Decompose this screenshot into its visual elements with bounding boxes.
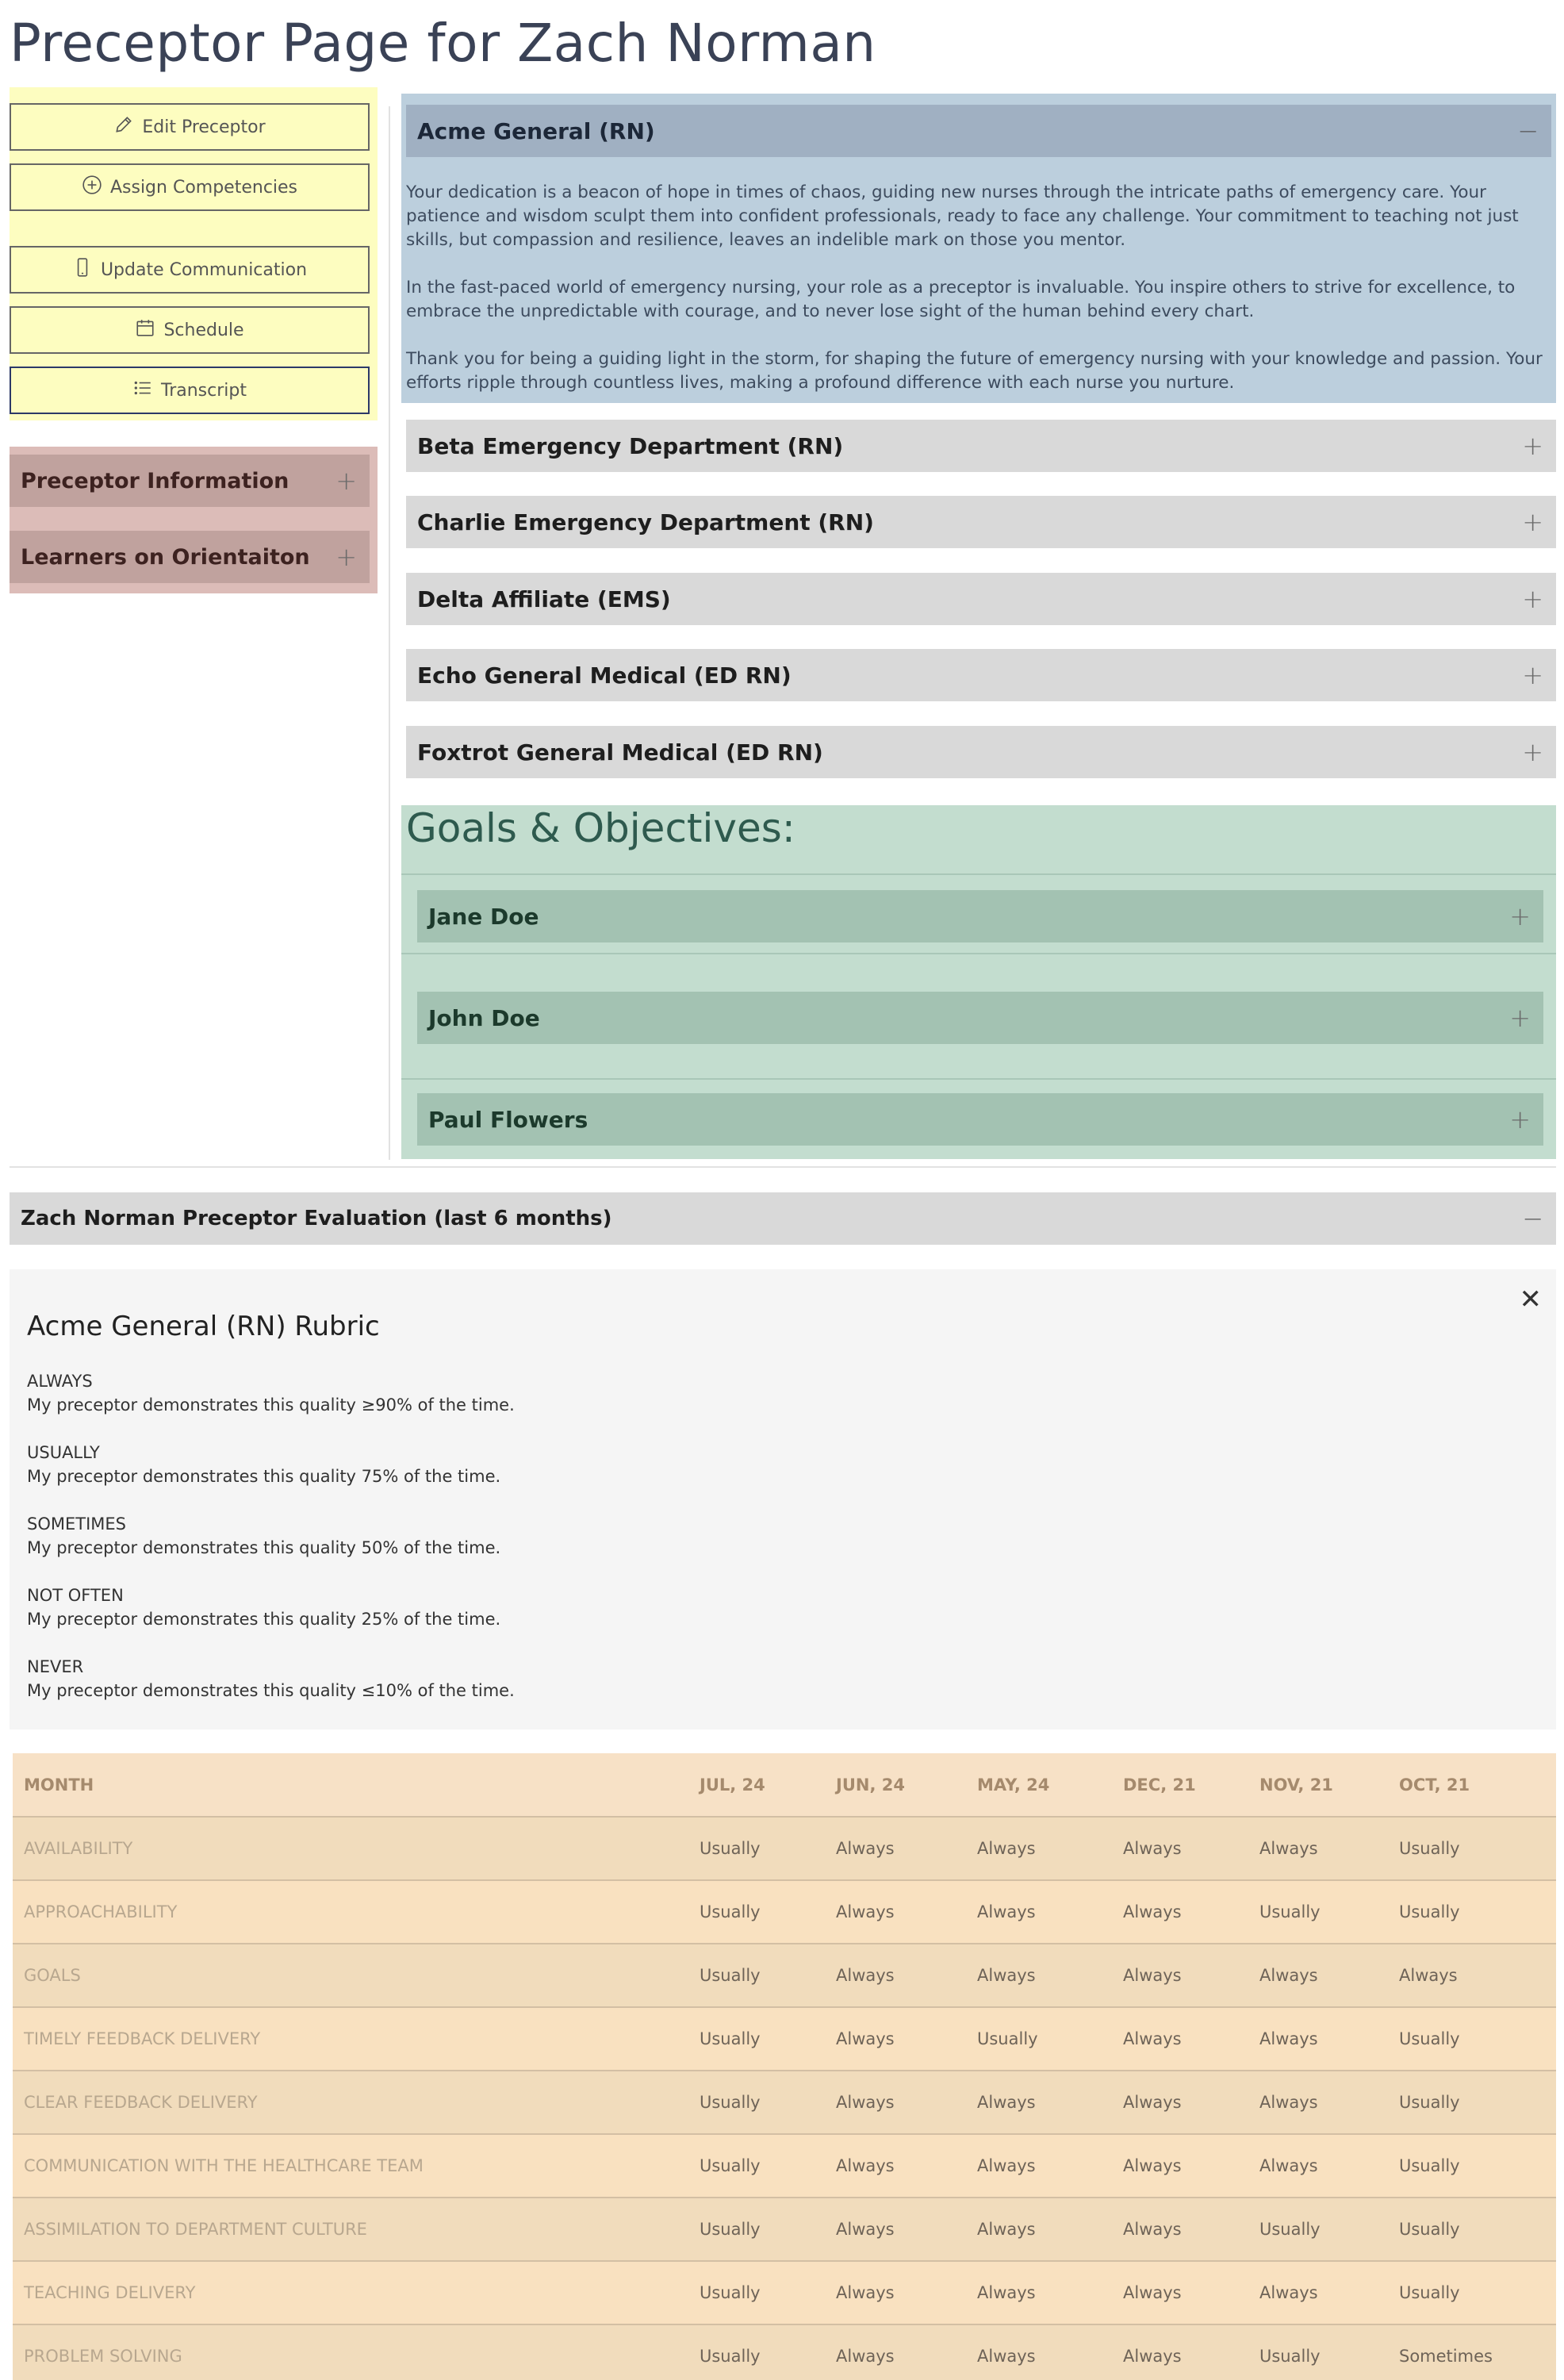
rating-cell: Always — [825, 1880, 966, 1944]
rating-cell: Always — [825, 1944, 966, 2007]
table-row — [13, 1944, 1556, 2007]
rating-cell: Usually — [1388, 2261, 1556, 2324]
plus-icon: + — [1522, 431, 1543, 461]
column-header-month-value: OCT, 21 — [1388, 1753, 1556, 1817]
table-body — [13, 1817, 1556, 2380]
metric-name-cell: TIMELY FEEDBACK DELIVERY — [13, 2007, 688, 2071]
learner-name: John Doe — [428, 1004, 540, 1031]
column-header-month-value: JUN, 24 — [825, 1753, 966, 1817]
rating-cell: Always — [1112, 2071, 1248, 2134]
rating-cell: Always — [825, 2324, 966, 2380]
rating-cell: Always — [966, 1880, 1112, 1944]
plus-icon: + — [1509, 901, 1531, 931]
department-label: Delta Affiliate (EMS) — [417, 585, 671, 612]
learner-name: Paul Flowers — [428, 1106, 588, 1133]
rating-cell: Always — [1112, 2261, 1248, 2324]
preceptor-evaluation-label: Zach Norman Preceptor Evaluation (last 6 months) — [21, 1207, 612, 1230]
divider — [401, 953, 1556, 954]
assign-competencies-button[interactable] — [10, 163, 370, 211]
metric-name-cell: ASSIMILATION TO DEPARTMENT CULTURE — [13, 2198, 688, 2261]
learners-on-orientation-label: Learners on Orientaiton — [21, 544, 310, 570]
column-header-month-value: JUL, 24 — [688, 1753, 825, 1817]
table-row — [13, 1817, 1556, 1880]
rating-cell: Always — [825, 2007, 966, 2071]
edit-preceptor-label: Edit Preceptor — [142, 117, 266, 137]
metric-name-cell: GOALS — [13, 1944, 688, 2007]
department-label: Echo General Medical (ED RN) — [417, 662, 792, 689]
department-label: Charlie Emergency Department (RN) — [417, 509, 874, 536]
rating-cell: Always — [1112, 2007, 1248, 2071]
list-icon — [132, 378, 153, 403]
rating-cell: Always — [1112, 2134, 1248, 2198]
rating-cell: Always — [1248, 2261, 1388, 2324]
table-row — [13, 2007, 1556, 2071]
left-accordion — [10, 447, 378, 593]
metric-name-cell: PROBLEM SOLVING — [13, 2324, 688, 2380]
rating-cell: Always — [966, 1944, 1112, 2007]
rating-cell: Usually — [1388, 2007, 1556, 2071]
update-communication-label: Update Communication — [100, 259, 308, 280]
rating-cell: Usually — [1388, 1817, 1556, 1880]
learner-item-paul-flowers[interactable] — [417, 1093, 1543, 1146]
rating-cell: Usually — [1248, 2324, 1388, 2380]
rating-cell: Always — [966, 2071, 1112, 2134]
preceptor-information-label: Preceptor Information — [21, 468, 289, 493]
rating-cell: Always — [1112, 1880, 1248, 1944]
page-title: Preceptor Page for Zach Norman — [10, 13, 876, 74]
rating-cell: Usually — [688, 1880, 825, 1944]
plus-icon: + — [1522, 660, 1543, 690]
rubric-level-name: NOT OFTEN — [27, 1586, 124, 1605]
acme-paragraph-2: In the fast-paced world of emergency nursing, your role as a preceptor is invaluable. You inspire others to strive for excellence, to embrace the unpredictable with courage, and to never lose sight of the human behind every chart. — [406, 278, 1516, 321]
table-row — [13, 2198, 1556, 2261]
rating-cell: Always — [966, 2261, 1112, 2324]
rubric-level-always — [27, 1369, 515, 1417]
rating-cell: Usually — [688, 2324, 825, 2380]
rubric-level-desc: My preceptor demonstrates this quality 25% of the time. — [27, 1610, 501, 1629]
rating-cell: Usually — [1388, 2198, 1556, 2261]
section-divider — [10, 1166, 1556, 1168]
department-label: Foxtrot General Medical (ED RN) — [417, 739, 823, 766]
rating-cell: Usually — [688, 2198, 825, 2261]
rating-cell: Usually — [688, 1817, 825, 1880]
column-header-month-value: NOV, 21 — [1248, 1753, 1388, 1817]
table-row — [13, 1880, 1556, 1944]
rating-cell: Always — [1248, 2007, 1388, 2071]
pencil-icon — [113, 114, 134, 140]
column-header-month-value: MAY, 24 — [966, 1753, 1112, 1817]
goals-objectives-panel — [401, 805, 1556, 1159]
rating-cell: Usually — [1388, 2134, 1556, 2198]
rubric-level-name: SOMETIMES — [27, 1514, 126, 1534]
mobile-phone-icon — [72, 257, 93, 282]
divider — [401, 873, 1556, 875]
rating-cell: Always — [1248, 2134, 1388, 2198]
learner-item-john-doe[interactable] — [417, 992, 1543, 1044]
metric-name-cell: COMMUNICATION WITH THE HEALTHCARE TEAM — [13, 2134, 688, 2198]
rubric-level-not-often — [27, 1583, 500, 1631]
plus-icon: + — [1522, 507, 1543, 537]
update-communication-button[interactable] — [10, 246, 370, 294]
rating-cell: Usually — [688, 2071, 825, 2134]
department-item-charlie[interactable] — [406, 496, 1556, 548]
rating-cell: Always — [1248, 1817, 1388, 1880]
schedule-button[interactable] — [10, 306, 370, 354]
rating-cell: Usually — [1248, 2198, 1388, 2261]
table-row — [13, 2261, 1556, 2324]
rating-cell: Always — [825, 2134, 966, 2198]
rating-cell: Usually — [1388, 2071, 1556, 2134]
transcript-button[interactable] — [10, 367, 370, 414]
rubric-level-name: NEVER — [27, 1657, 84, 1676]
rating-cell: Always — [966, 2198, 1112, 2261]
plus-circle-icon — [82, 175, 102, 200]
metric-name-cell: APPROACHABILITY — [13, 1880, 688, 1944]
action-panel — [10, 87, 378, 420]
rubric-level-desc: My preceptor demonstrates this quality ≤10% of the time. — [27, 1681, 515, 1700]
minus-icon: − — [1522, 1203, 1543, 1234]
plus-icon: + — [335, 542, 357, 572]
column-header-month: MONTH — [13, 1753, 688, 1817]
rating-cell: Usually — [966, 2007, 1112, 2071]
divider — [401, 1078, 1556, 1080]
acme-general-toggle[interactable] — [406, 105, 1551, 157]
rating-cell: Always — [825, 2198, 966, 2261]
rating-cell: Always — [966, 2134, 1112, 2198]
column-divider — [389, 106, 390, 1160]
rubric-level-desc: My preceptor demonstrates this quality 75% of the time. — [27, 1467, 501, 1486]
rating-cell: Always — [1388, 1944, 1556, 2007]
table-header-row — [13, 1753, 1556, 1817]
table-row — [13, 2324, 1556, 2380]
rating-cell: Always — [1248, 1944, 1388, 2007]
rating-cell: Sometimes — [1388, 2324, 1556, 2380]
department-item-echo[interactable] — [406, 649, 1556, 701]
rating-cell: Usually — [688, 2007, 825, 2071]
plus-icon: + — [1509, 1003, 1531, 1033]
rating-cell: Always — [1112, 1817, 1248, 1880]
assign-competencies-label: Assign Competencies — [109, 177, 298, 198]
preceptor-information-toggle[interactable] — [10, 455, 370, 507]
rating-cell: Always — [825, 1817, 966, 1880]
rubric-level-name: USUALLY — [27, 1443, 100, 1462]
acme-paragraph-1: Your dedication is a beacon of hope in times of chaos, guiding new nurses through the intricate paths of emergency care. Your patience and wisdom sculpt them into confident professionals, ready to face any challenge. Your commitment to teaching not just skills, but compassion and resilience, leaves an indelible mark on those you mentor. — [406, 182, 1519, 250]
metric-name-cell: CLEAR FEEDBACK DELIVERY — [13, 2071, 688, 2134]
plus-icon: + — [1509, 1104, 1531, 1134]
rating-cell: Usually — [688, 1944, 825, 2007]
rating-cell: Usually — [1388, 1880, 1556, 1944]
rating-cell: Always — [966, 2324, 1112, 2380]
minus-icon: − — [1517, 116, 1539, 146]
rubric-level-usually — [27, 1441, 500, 1488]
column-header-month-value: DEC, 21 — [1112, 1753, 1248, 1817]
department-item-delta[interactable] — [406, 573, 1556, 625]
table-row — [13, 2071, 1556, 2134]
rating-cell: Always — [1112, 2324, 1248, 2380]
rating-cell: Usually — [688, 2134, 825, 2198]
rubric-panel — [10, 1269, 1556, 1729]
rubric-title: Acme General (RN) Rubric — [27, 1311, 380, 1342]
department-item-foxtrot[interactable] — [406, 726, 1556, 778]
rating-cell: Always — [1248, 2071, 1388, 2134]
calendar-icon — [135, 317, 155, 343]
acme-general-label: Acme General (RN) — [417, 117, 655, 144]
rating-cell: Always — [966, 1817, 1112, 1880]
plus-icon: + — [335, 466, 357, 496]
rubric-level-desc: My preceptor demonstrates this quality ≥90% of the time. — [27, 1395, 515, 1415]
plus-icon: + — [1522, 584, 1543, 614]
rating-cell: Always — [825, 2261, 966, 2324]
close-icon[interactable]: ✕ — [1519, 1284, 1542, 1315]
department-item-beta[interactable] — [406, 420, 1556, 472]
rubric-level-sometimes — [27, 1512, 500, 1560]
learners-on-orientation-toggle[interactable] — [10, 531, 370, 583]
preceptor-evaluation-toggle[interactable] — [10, 1192, 1556, 1245]
acme-general-panel — [401, 94, 1556, 403]
table-row — [13, 2134, 1556, 2198]
edit-preceptor-button[interactable] — [10, 103, 370, 151]
department-label: Beta Emergency Department (RN) — [417, 432, 844, 459]
rubric-level-desc: My preceptor demonstrates this quality 50% of the time. — [27, 1538, 501, 1557]
rating-cell: Always — [1112, 1944, 1248, 2007]
rating-cell: Always — [825, 2071, 966, 2134]
rubric-level-name: ALWAYS — [27, 1372, 93, 1391]
schedule-label: Schedule — [163, 320, 244, 340]
metric-name-cell: TEACHING DELIVERY — [13, 2261, 688, 2324]
rubric-level-never — [27, 1655, 515, 1702]
goals-title: Goals & Objectives: — [406, 805, 795, 851]
transcript-label: Transcript — [161, 380, 247, 401]
rating-cell: Always — [1112, 2198, 1248, 2261]
rating-cell: Usually — [688, 2261, 825, 2324]
metric-name-cell: AVAILABILITY — [13, 1817, 688, 1880]
evaluation-table — [13, 1753, 1556, 2380]
acme-paragraph-3: Thank you for being a guiding light in the storm, for shaping the future of emergency nursing with your knowledge and passion. Your efforts ripple through countless lives, making a profound difference with each nurse you nurture. — [406, 349, 1543, 393]
learner-name: Jane Doe — [428, 903, 539, 930]
plus-icon: + — [1522, 737, 1543, 767]
rating-cell: Usually — [1248, 1880, 1388, 1944]
learner-item-jane-doe[interactable] — [417, 890, 1543, 942]
